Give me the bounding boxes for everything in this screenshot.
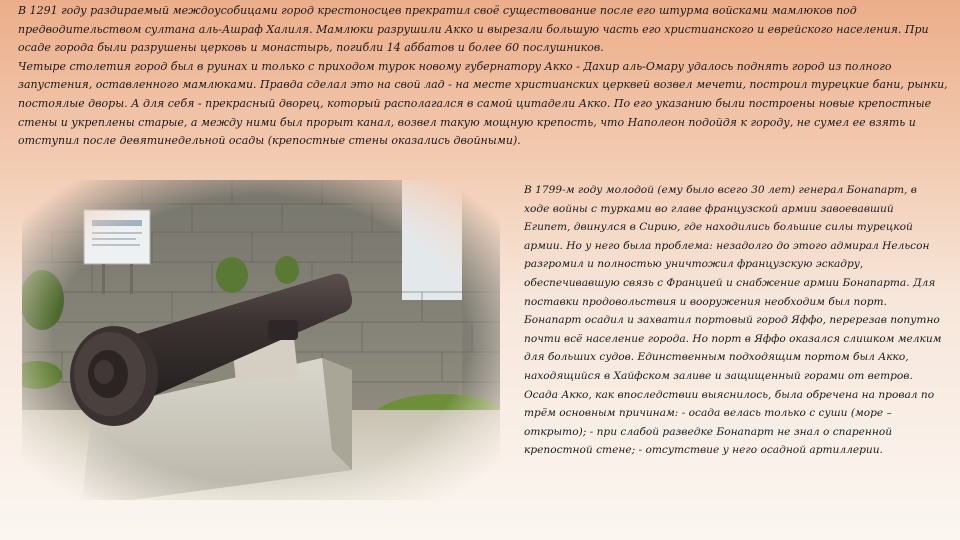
top-paragraph-line: стены и укреплены старые, а между ними был прорыт канал, возвел такую мощную крепость, что Наполеон подойдя к городу, не сумел ее взять и xyxy=(18,115,916,129)
right-paragraph-line: разгромил и полностью уничтожил французскую эскадру, xyxy=(524,258,864,271)
cannon-illustration xyxy=(22,180,500,500)
top-paragraph-line: осаде города были разрушены церковь и монастырь, погибли 14 аббатов и более 60 послушников. xyxy=(18,41,604,55)
right-paragraph-line: находящийся в Хайфском заливе и защищенный горами от ветров. xyxy=(524,369,913,382)
top-paragraph xyxy=(18,2,946,151)
right-paragraph-line: крепостной стене; - отсутствие у него осадной артиллерии. xyxy=(524,444,883,457)
top-paragraph-line: предводительством султана аль-Ашраф Халиля. Мамлюки разрушили Акко и вырезали большую часть его христианского и еврейского населения. При xyxy=(18,22,929,36)
cannon-photo xyxy=(22,180,500,500)
right-paragraph-line: поставки продовольствия и вооружения необходим был порт. xyxy=(524,295,887,308)
top-paragraph-line: В 1291 году раздираемый междоусобицами город крестоносцев прекратил своё существование после его штурма войсками мамлюков под xyxy=(18,4,857,17)
right-paragraph-line: трём основным причинам: - осада велась только с суши (море – xyxy=(524,407,892,420)
right-paragraph-line: Осада Акко, как впоследствии выяснилось, была обречена на провал по xyxy=(524,388,935,401)
right-paragraph xyxy=(524,181,956,460)
right-paragraph-line: открыто); - при слабой разведке Бонапарт не знал о спаренной xyxy=(524,425,893,438)
right-paragraph-line: Бонапарт осадил и захватил портовый город Яффо, перерезав попутно xyxy=(524,314,940,327)
top-paragraph-line: постоялые дворы. А для себя - прекрасный дворец, который располагался в самой цитадели Акко. По его указанию были построены новые крепостные xyxy=(18,96,932,110)
right-paragraph-line: армии. Но у него была проблема: незадолго до этого адмирал Нельсон xyxy=(524,239,930,252)
right-paragraph-line: ходе войны с турками во главе французской армии завоевавший xyxy=(524,202,894,215)
right-paragraph-line: В 1799-м году молодой (ему было всего 30 лет) генерал Бонапарт, в xyxy=(524,184,917,196)
right-paragraph-line: почти всё население города. Но порт в Яффо оказался слишком мелким xyxy=(524,332,942,345)
right-paragraph-line: обеспечивавшую связь с Францией и снабжение армии Бонапарта. Для xyxy=(524,276,936,289)
right-paragraph-line: для больших судов. Единственным подходящим портом был Акко, xyxy=(524,351,909,364)
top-paragraph-line: Четыре столетия город был в руинах и только с приходом турок новому губернатору Акко - Дахир аль-Омару удалось поднять город из полного xyxy=(18,59,892,73)
top-paragraph-line: запустения, оставленного мамлюками. Правда сделал это на свой лад - на месте христианских церквей возвел мечети, построил турецкие бани, рынки, xyxy=(18,78,948,92)
top-paragraph-line: отступил после девятинедельной осады (крепостные стены оказались двойными). xyxy=(18,134,521,148)
right-paragraph-line: Египет, двинулся в Сирию, где находились большие силы турецкой xyxy=(524,221,913,234)
